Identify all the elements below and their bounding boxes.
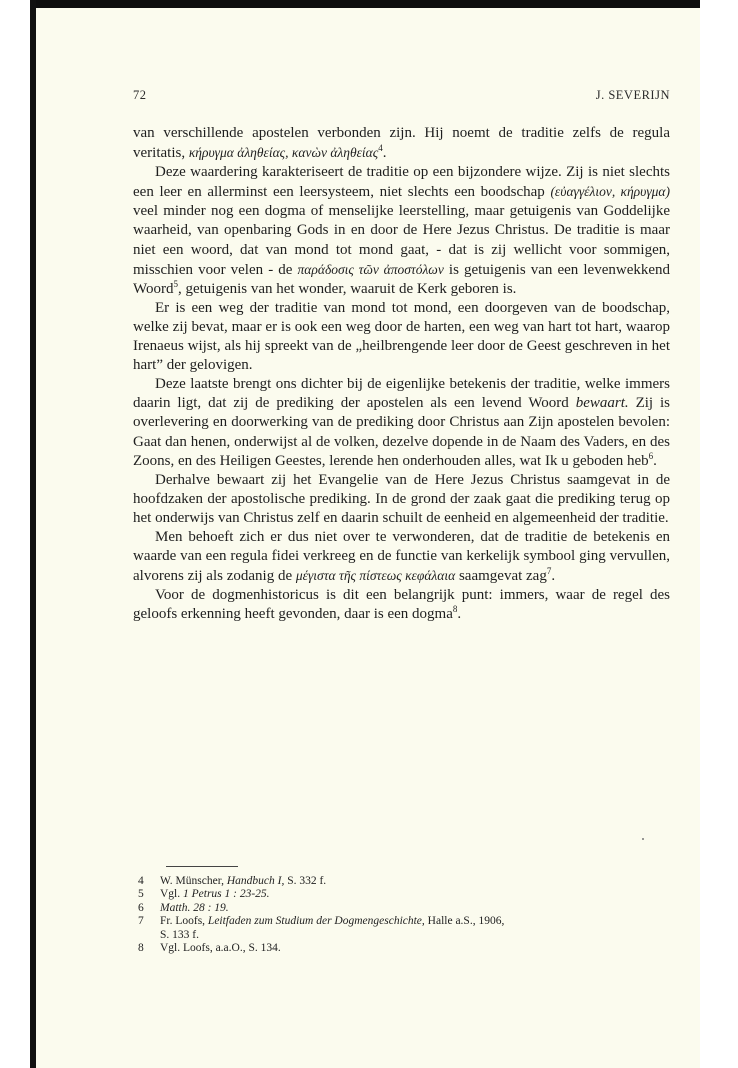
scan-speck [642,838,644,840]
greek-phrase: (εὐαγγέλιον, κήρυγμα) [550,184,670,200]
page-number: 72 [133,88,147,102]
italic-title: Handbuch I, [226,875,285,887]
italic-word: bewaart. [575,395,629,412]
footnote-text [160,915,678,942]
text-run: Deze waardering karakteriseert de traditie op een bijzondere wijze. Zij is niet slechts een leer en allerminst een leersysteem, niet slechts een boodschap [133,164,670,201]
text-run: S. 332 f. [284,875,327,887]
footnote-ref: 8 [452,604,458,615]
text-run: van verschillende apostelen verbonden zijn. Hij noemt de traditie zelfs de regula veritatis, [133,125,670,162]
greek-phrase: παράδοσις τῶν ἀποστόλων [297,261,444,277]
text-run: . [382,145,387,162]
text-run: Deze laatste brengt ons dichter bij de eigenlijke betekenis der traditie, welke immers daarin ligt, dat zij de prediking der apostelen als een levend Woord [133,376,670,412]
footnote-ref: 7 [546,566,552,577]
text-run: W. Münscher, [160,875,227,887]
paragraph-7 [133,586,670,624]
footnotes [138,875,678,955]
footnote-rule [166,866,238,867]
footnote-number: 8 [138,942,144,955]
footnote-6 [138,902,678,915]
text-run: , getuigenis van het wonder, waaruit de Kerk geboren is. [177,280,517,297]
text-run: saamgevat zag [455,568,547,585]
text-run: S. 133 f. [160,928,199,941]
paragraph-3: Er is een weg der traditie van mond tot mond, een doorgeven van de boodschap, welke zij bevat, maar er is ook een weg door de harten, een weg van hart tot hart, waarop Irenaeus wijst, als hij spreekt van de „heilbrengende leer door de Geest geschreven in het hart” der gelovigen. [133,299,670,374]
footnote-ref: 6 [648,450,654,461]
scan-border-top [30,0,700,8]
footnote-ref: 5 [173,278,178,289]
text-run: is getuigenis van een levenwekkend Woord [133,261,671,297]
paragraph-4 [133,375,670,470]
text-run: . [457,606,462,623]
paragraph-1 [133,124,670,163]
text-run: . [551,568,556,585]
italic-title: Leitfaden zum Studium der Dogmengeschichte, [207,915,425,928]
footnote-4 [138,875,678,888]
footnote-7 [138,915,678,942]
text-run: Fr. Loofs, [160,915,208,928]
footnote-number: 7 [138,915,144,928]
text-run: Vgl. [160,888,183,901]
footnote-text [160,902,678,915]
paragraph-5: Derhalve bewaart zij het Evangelie van de Here Jezus Christus saamgevat in de hoofdzaken der apostolische prediking. In de grond der zaak gaat die prediking terug op het onderwijs van Christus zelf en daarin schuilt de eenheid en algemeenheid der traditie. [133,471,670,526]
footnote-number: 6 [138,901,144,914]
text-run: Zij is overlevering en doorwerking van de prediking door Christus aan Zijn apostelen bevolen: Gaat dan henen, onderwijst al de volken, dezelve dopende in de Naam des Vaders, en des Zoons, en des Heiligen Geestes, lerende hen onderhouden alles, wat Ik u geboden heb [133,395,670,469]
footnote-number: 4 [138,875,144,887]
body-text [133,124,670,624]
footnote-8 [138,942,678,955]
paragraph-6 [133,528,670,586]
footnote-text: Vgl. Loofs, a.a.O., S. 134. [160,942,281,955]
footnote-5 [138,888,678,901]
footnote-text [160,875,678,888]
text-run: Voor de dogmenhistoricus is dit een belangrijk punt: immers, waar de regel des geloofs erkenning heeft gevonden, daar is een dogma [133,587,670,623]
italic-title: Matth. 28 : 19. [160,901,229,914]
text-run: veel minder nog een dogma of menselijke leerstelling, maar getuigenis van Goddelijke waarheid, van openbaring Gods in en door de Here Jezus Christus. De traditie is maar niet een woord, dat van mond tot mond gaat, - dat is zij wellicht voor sommigen, misschien voor velen - de [133,203,670,278]
footnote-ref: 4 [378,143,383,154]
book-page [36,8,700,1068]
text-run: Halle a.S., 1906, [424,915,505,928]
text-run: Men behoeft zich er dus niet over te verwonderen, dat de traditie de betekenis en waarde van een regula fidei verkreeg en de functie van kerkelijk symbool ging vervullen, alvorens zij als zodanig de [133,528,670,585]
paragraph-2 [133,163,670,299]
greek-phrase: μέγιστα τῆς πίστεως κεφάλαια [295,568,456,584]
footnote-number: 5 [138,888,144,901]
greek-phrase: κήρυγμα ἀληθείας, κανὼν ἀληθείας [188,145,379,161]
footnote-text [160,888,678,901]
text-run: . [653,452,657,469]
italic-title: 1 Petrus 1 : 23-25. [183,888,270,901]
running-head: J. SEVERIJN [595,88,670,102]
